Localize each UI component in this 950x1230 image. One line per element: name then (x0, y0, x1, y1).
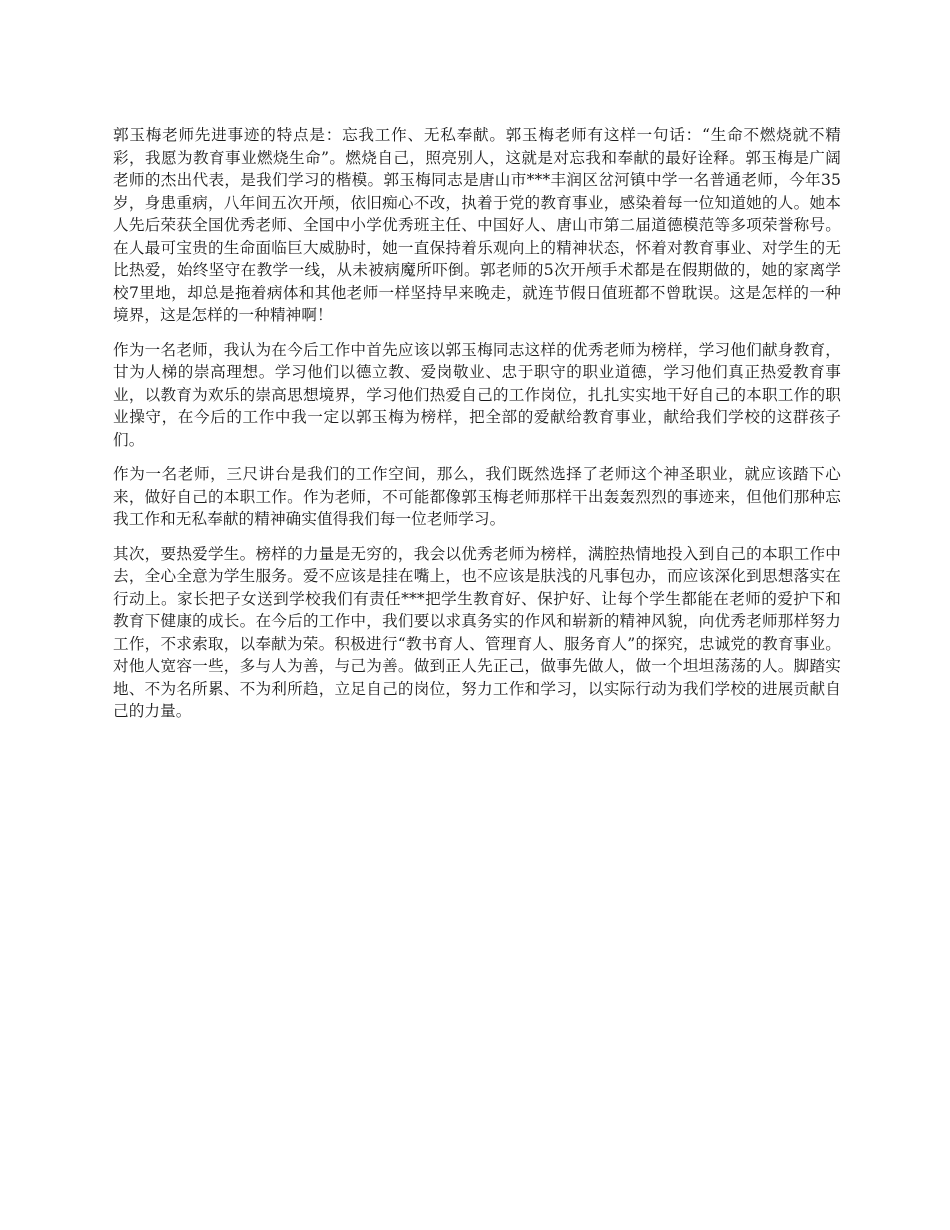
document-page (113, 124, 841, 735)
paragraph: 作为一名老师，三尺讲台是我们的工作空间，那么，我们既然选择了老师这个神圣职业，就应该踏下心来，做好自己的本职工作。作为老师，不可能都像郭玉梅老师那样干出轰轰烈烈的事迹来，但他们那种忘我工作和无私奉献的精神确实值得我们每一位老师学习。 (113, 465, 841, 528)
paragraph: 郭玉梅老师先进事迹的特点是：忘我工作、无私奉献。郭玉梅老师有这样一句话：“生命不燃烧就不精彩，我愿为教育事业燃烧生命”。燃烧自己，照亮别人，这就是对忘我和奉献的最好诠释。郭玉梅是广阔老师的杰出代表，是我们学习的楷模。郭玉梅同志是唐山市***丰润区岔河镇中学一名普通老师，今年35岁，身患重病，八年间五次开颅，依旧痴心不改，执着于党的教育事业，感染着每一位知道她的人。她本人先后荣获全国优秀老师、全国中小学优秀班主任、中国好人、唐山市第二届道德模范等多项荣誉称号。在人最可宝贵的生命面临巨大威胁时，她一直保持着乐观向上的精神状态，怀着对教育事业、对学生的无比热爱，始终坚守在教学一线，从未被病魔所吓倒。郭老师的5次开颅手术都是在假期做的，她的家离学校7里地，却总是拖着病体和其他老师一样坚持早来晚走，就连节假日值班都不曾耽误。这是怎样的一种境界，这是怎样的一种精神啊！ (113, 126, 841, 324)
paragraph: 作为一名老师，我认为在今后工作中首先应该以郭玉梅同志这样的优秀老师为榜样，学习他们献身教育，甘为人梯的崇高理想。学习他们以德立教、爱岗敬业、忠于职守的职业道德，学习他们真正热爱教育事业，以教育为欢乐的崇高思想境界，学习他们热爱自己的工作岗位，扎扎实实地干好自己的本职工作的职业操守，在今后的工作中我一定以郭玉梅为榜样，把全部的爱献给教育事业，献给我们学校的这群孩子们。 (113, 340, 841, 449)
paragraph: 其次，要热爱学生。榜样的力量是无穷的，我会以优秀老师为榜样，满腔热情地投入到自己的本职工作中去，全心全意为学生服务。爱不应该是挂在嘴上，也不应该是肤浅的凡事包办，而应该深化到思想落实在行动上。家长把子女送到学校我们有责任***把学生教育好、保护好、让每个学生都能在老师的爱护下和教育下健康的成长。在今后的工作中，我们要以求真务实的作风和崭新的精神风貌，向优秀老师那样努力工作，不求索取，以奉献为荣。积极进行“教书育人、管理育人、服务育人”的探究，忠诚党的教育事业。对他人宽容一些，多与人为善，与己为善。做到正人先正己，做事先做人，做一个坦坦荡荡的人。脚踏实地、不为名所累、不为利所趋，立足自己的岗位，努力工作和学习，以实际行动为我们学校的进展贡献自己的力量。 (113, 544, 841, 720)
